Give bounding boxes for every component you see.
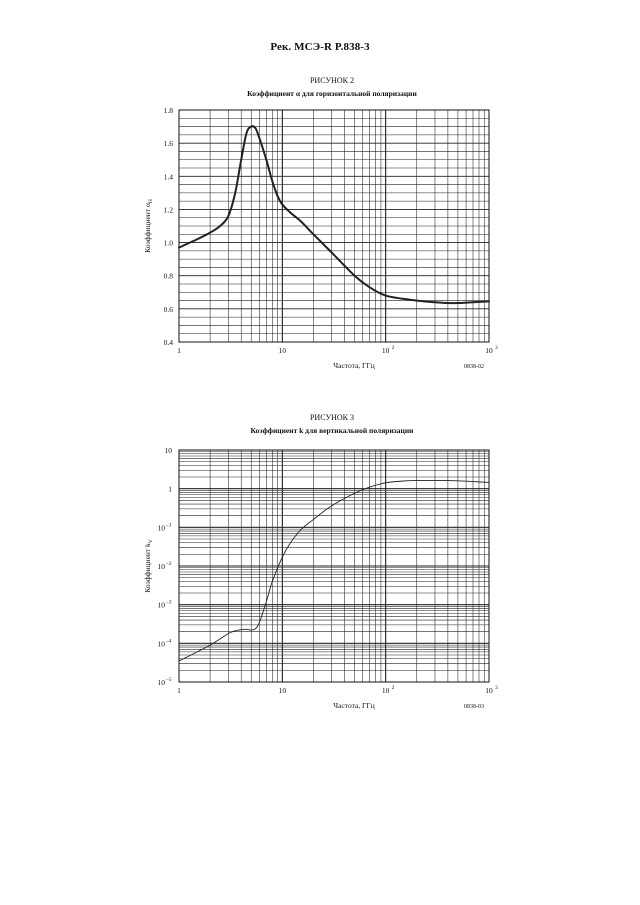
figure-2-number: РИСУНОК 2 [309,76,354,85]
x-tick-label: 1 [177,346,181,355]
y-tick-exponent: –4 [166,638,172,645]
y-tick-label: 1.2 [163,205,173,215]
y-tick-exponent: –1 [166,522,172,529]
x-tick-label: 10 [278,346,287,355]
x-axis-label: Частота, ГГц [333,701,375,710]
y-tick-label: 0.6 [163,304,173,314]
x-tick-exponent: 3 [495,345,498,351]
x-tick-label: 10 [278,686,287,695]
y-axis-label [143,199,154,253]
series-line [179,126,489,303]
y-tick-label: 1.8 [163,106,173,115]
y-axis-label [143,539,154,593]
y-axis-label-subscript: V [148,539,154,544]
y-tick-exponent: –2 [166,561,172,567]
y-tick-label: 10 [157,562,165,571]
y-tick-label: 1.0 [163,238,173,248]
y-tick-label: 0.8 [163,271,173,281]
y-axis-label-main: Коэффициент α [143,203,152,253]
y-tick-label: 0.4 [163,338,173,347]
x-tick-exponent: 2 [391,685,395,691]
y-tick-label: 10 [157,639,165,649]
y-tick-label: 10 [157,678,165,687]
figure-3-title-text: Коэффициент k для вертикальной поляризации [250,426,414,435]
y-tick-exponent: –5 [166,677,172,683]
y-tick-label: 1 [168,484,172,494]
x-tick-label: 10 [381,686,390,695]
x-axis-label: Частота, ГГц [333,361,375,370]
x-tick-label: 10 [485,346,493,355]
y-axis-label-subscript: H [148,199,154,204]
x-tick-label: 10 [485,686,493,695]
x-tick-label: 10 [381,346,390,355]
chart-grid [179,450,489,682]
x-tick-exponent: 3 [495,685,498,691]
y-tick-label: 1.6 [163,139,173,149]
y-tick-label: 1.4 [163,172,173,182]
figure-3-chart [0,430,640,730]
figure-3-number: РИСУНОК 3 [309,413,354,422]
figure-code: 0838-02 [464,364,484,370]
y-tick-label: 10 [157,600,165,610]
chart-grid [179,110,489,342]
figure-2-chart [0,90,640,390]
figure-2-title-text: Коэффициент α для горизонтальной поляризации [247,89,417,98]
x-tick-exponent: 2 [391,345,395,351]
y-tick-label: 10 [164,446,172,455]
page-header: Рек. МСЭ-R P.838-3 [270,41,370,53]
figure-code: 0838-03 [464,704,484,710]
series-line [179,480,489,661]
y-axis-label-main: Коэффициент k [143,543,152,593]
x-tick-label: 1 [177,686,181,695]
y-tick-exponent: –3 [166,599,172,606]
y-tick-label: 10 [157,523,165,533]
